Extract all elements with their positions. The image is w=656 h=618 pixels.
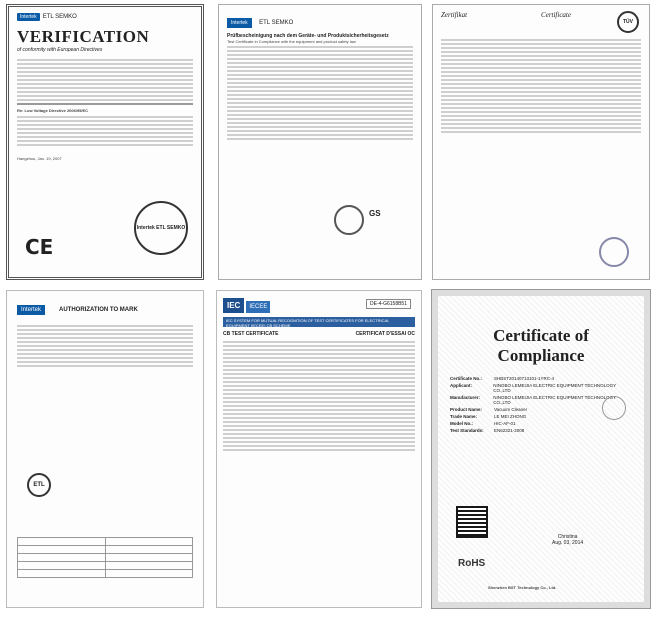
certificate-seal bbox=[602, 396, 626, 420]
etl-listed-mark: ETL bbox=[27, 473, 51, 497]
certificate-title: VERIFICATION bbox=[17, 27, 150, 46]
iecee-logo: IECEE bbox=[246, 301, 270, 313]
etl-semko-label: ETL SEMKO bbox=[259, 20, 294, 26]
qr-code bbox=[456, 506, 488, 538]
scheme-band: IEC SYSTEM FOR MUTUAL RECOGNITION OF TEST CERTIFICATES FOR ELECTRICAL EQUIPMENT (IECEE) CB SCHEME bbox=[223, 317, 415, 327]
gs-test-certificate bbox=[218, 4, 422, 280]
etl-semko-label: ETL SEMKO bbox=[42, 14, 77, 20]
field-row: Product Name: Vacuum Cleaner bbox=[450, 407, 528, 412]
verification-certificate bbox=[6, 4, 204, 280]
issue-date: Hangzhou, Jan. 19, 2007 bbox=[17, 156, 62, 161]
title-german: Zertifikat bbox=[441, 11, 468, 19]
etl-semko-seal: Intertek ETL SEMKO bbox=[134, 201, 188, 255]
tuv-header bbox=[441, 11, 641, 19]
rohs-mark: RoHS bbox=[458, 558, 486, 569]
field-row: Test Standards: EN62321-2008 bbox=[450, 428, 525, 433]
certificate-subtitle: of conformity with European Directives bbox=[17, 47, 103, 53]
intertek-logo: Intertek bbox=[17, 305, 45, 315]
issue-date: Aug. 03, 2014 bbox=[552, 540, 584, 546]
certificate-reference: DE-4-G6158B51 bbox=[366, 299, 411, 309]
gs-mark: GS bbox=[369, 209, 381, 218]
cb-test-certificate bbox=[216, 290, 422, 608]
directive-reference: Re: Low Voltage Directive 2006/95/EC bbox=[17, 108, 89, 113]
issuer-name: Shenzhen BST Technology Co., Ltd. bbox=[488, 585, 557, 590]
ce-mark: CE bbox=[25, 235, 54, 259]
iec-logo: IEC bbox=[223, 298, 244, 313]
cb-title-english: CB TEST CERTIFICATE bbox=[223, 331, 279, 337]
cb-title-french: CERTIFICAT D'ESSAI OC bbox=[355, 331, 415, 337]
field-row: Trade Name: LE MEI ZHONG bbox=[450, 414, 527, 419]
field-row: Model No.: HIC-AF-01 bbox=[450, 421, 516, 426]
heading-english: Test Certificate in Compliance with the equipment and product safety law bbox=[227, 39, 356, 44]
cb-heading-row bbox=[223, 331, 415, 337]
brand-header bbox=[17, 13, 193, 21]
standards-table bbox=[17, 537, 193, 578]
title-english: Certificate bbox=[541, 11, 571, 19]
signature-block bbox=[552, 534, 583, 546]
official-stamp bbox=[334, 205, 364, 235]
intertek-logo: Intertek bbox=[227, 18, 252, 28]
authorization-header bbox=[17, 305, 193, 315]
field-row: Certificate No.: SHBST20140713101-1YRC-4 bbox=[450, 376, 555, 381]
tuv-certificate bbox=[432, 4, 650, 280]
authorization-title: AUTHORIZATION TO MARK bbox=[59, 307, 138, 313]
authorization-to-mark bbox=[6, 290, 204, 608]
field-row: Manufacturer: NINGBO LEMEIJIA ELECTRIC EQUIPMENT TECHNOLOGY CO.,LTD bbox=[450, 395, 617, 405]
tuv-logo: TÜV bbox=[617, 11, 639, 33]
field-row: Applicant: NINGBO LEMEIJIA ELECTRIC EQUIPMENT TECHNOLOGY CO.,LTD bbox=[450, 383, 617, 393]
compliance-title: Certificate of Compliance bbox=[493, 326, 589, 365]
heading-german: Prüfbescheinigung nach dem Geräte- und Produktsicherheitsgesetz bbox=[227, 33, 389, 39]
intertek-logo: Intertek bbox=[17, 13, 40, 21]
manager-name: Christina bbox=[557, 534, 578, 540]
official-seal bbox=[599, 237, 629, 267]
certificate-of-compliance bbox=[432, 290, 650, 608]
